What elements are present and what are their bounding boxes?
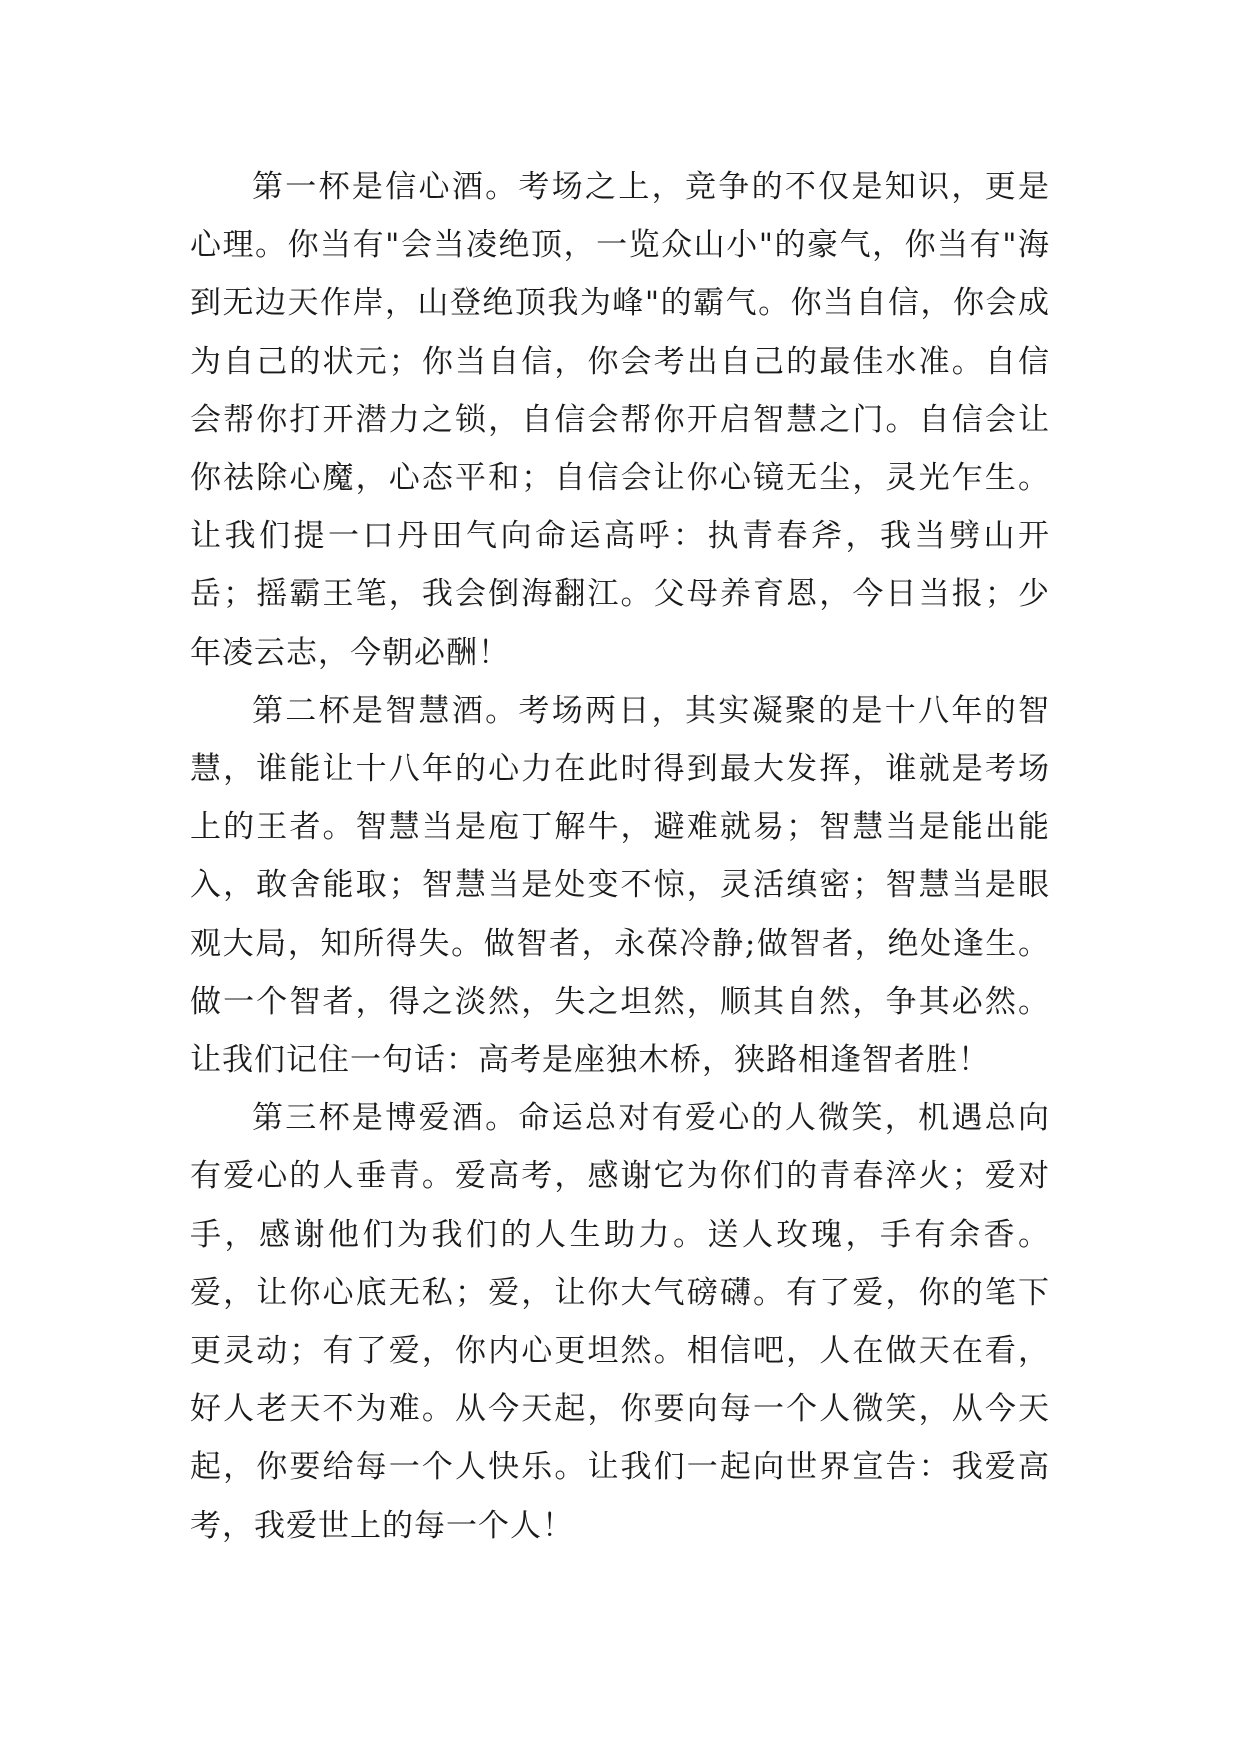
document-body bbox=[190, 158, 1050, 1555]
paragraph-wisdom: 第二杯是智慧酒。考场两日，其实凝聚的是十八年的智慧，谁能让十八年的心力在此时得到最大发挥，谁就是考场上的王者。智慧当是庖丁解牛，避难就易；智慧当是能出能入，敢舍能取；智慧当是处变不惊，灵活缜密；智慧当是眼观大局，知所得失。做智者，永葆冷静;做智者，绝处逢生。做一个智者，得之淡然，失之坦然，顺其自然，争其必然。让我们记住一句话：高考是座独木桥，狭路相逢智者胜！ bbox=[190, 692, 1050, 1079]
paragraph-confidence: 第一杯是信心酒。考场之上，竞争的不仅是知识，更是心理。你当有"会当凌绝顶，一览众山小"的豪气，你当有"海到无边天作岸，山登绝顶我为峰"的霸气。你当自信，你会成为自己的状元；你当自信，你会考出自己的最佳水准。自信会帮你打开潜力之锁，自信会帮你开启智慧之门。自信会让你祛除心魔，心态平和；自信会让你心镜无尘，灵光乍生。让我们提一口丹田气向命运高呼：执青春斧，我当劈山开岳；摇霸王笔，我会倒海翻江。父母养育恩，今日当报；少年凌云志，今朝必酬！ bbox=[190, 169, 1050, 671]
paragraph-love: 第三杯是博爱酒。命运总对有爱心的人微笑，机遇总向有爱心的人垂青。爱高考，感谢它为你们的青春淬火；爱对手，感谢他们为我们的人生助力。送人玫瑰，手有余香。爱，让你心底无私；爱，让你大气磅礴。有了爱，你的笔下更灵动；有了爱，你内心更坦然。相信吧，人在做天在看，好人老天不为难。从今天起，你要向每一个人微笑，从今天起，你要给每一个人快乐。让我们一起向世界宣告：我爱高考，我爱世上的每一个人！ bbox=[190, 1100, 1050, 1544]
